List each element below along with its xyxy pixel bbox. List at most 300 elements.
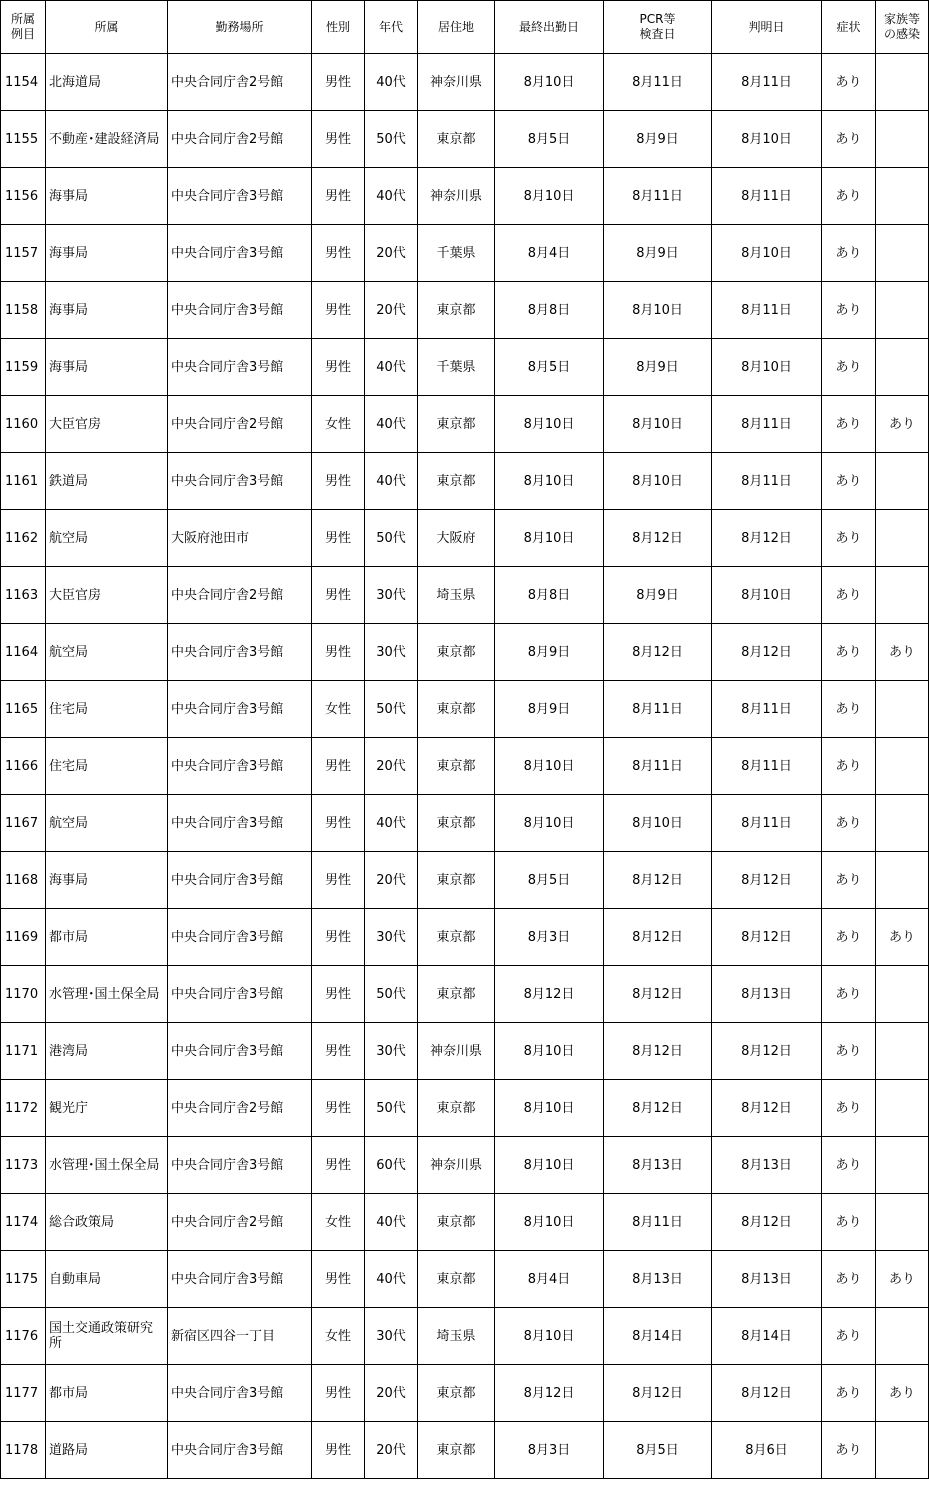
cell-office: 中央合同庁舎3号館 [168, 852, 312, 909]
cell-age: 50代 [365, 1080, 418, 1137]
cell-no: 1174 [1, 1194, 46, 1251]
cell-office: 大阪府池田市 [168, 510, 312, 567]
cell-pcr: 8月12日 [604, 1365, 712, 1422]
cell-residence: 東京都 [418, 624, 495, 681]
header-no: 所属 例目 [1, 1, 46, 54]
cell-no: 1176 [1, 1308, 46, 1365]
cell-symptom: あり [822, 1308, 876, 1365]
cell-office: 中央合同庁舎3号館 [168, 1365, 312, 1422]
cell-pcr: 8月12日 [604, 1023, 712, 1080]
cell-pcr: 8月13日 [604, 1251, 712, 1308]
cell-family [876, 1422, 929, 1479]
cell-symptom: あり [822, 453, 876, 510]
cell-age: 50代 [365, 966, 418, 1023]
table-row [1, 1080, 929, 1137]
cell-last-work: 8月10日 [495, 1023, 604, 1080]
cell-age: 40代 [365, 396, 418, 453]
cell-dept: 海事局 [46, 339, 168, 396]
cell-dept: 観光庁 [46, 1080, 168, 1137]
table-row [1, 510, 929, 567]
cell-confirmed: 8月10日 [712, 567, 822, 624]
cell-last-work: 8月9日 [495, 681, 604, 738]
cell-residence: 東京都 [418, 1365, 495, 1422]
table-row [1, 1308, 929, 1365]
cell-symptom: あり [822, 1137, 876, 1194]
cell-family [876, 1023, 929, 1080]
cell-confirmed: 8月10日 [712, 339, 822, 396]
cell-residence: 神奈川県 [418, 1137, 495, 1194]
cell-confirmed: 8月10日 [712, 111, 822, 168]
table-row [1, 909, 929, 966]
cell-confirmed: 8月11日 [712, 681, 822, 738]
table-row [1, 168, 929, 225]
cell-last-work: 8月3日 [495, 909, 604, 966]
cell-dept: 港湾局 [46, 1023, 168, 1080]
cell-office: 中央合同庁舎3号館 [168, 168, 312, 225]
table-row [1, 282, 929, 339]
cell-pcr: 8月10日 [604, 396, 712, 453]
cell-symptom: あり [822, 1194, 876, 1251]
cell-symptom: あり [822, 966, 876, 1023]
cell-no: 1173 [1, 1137, 46, 1194]
cell-age: 20代 [365, 1365, 418, 1422]
cell-confirmed: 8月12日 [712, 909, 822, 966]
cell-pcr: 8月11日 [604, 738, 712, 795]
header-last-work: 最終出勤日 [495, 1, 604, 54]
cell-residence: 東京都 [418, 453, 495, 510]
cell-age: 40代 [365, 168, 418, 225]
cell-residence: 東京都 [418, 966, 495, 1023]
cell-sex: 男性 [312, 966, 365, 1023]
cell-pcr: 8月12日 [604, 624, 712, 681]
cell-confirmed: 8月11日 [712, 795, 822, 852]
header-pcr: PCR等 検査日 [604, 1, 712, 54]
table-row [1, 795, 929, 852]
cell-no: 1160 [1, 396, 46, 453]
cell-last-work: 8月8日 [495, 282, 604, 339]
cell-no: 1157 [1, 225, 46, 282]
cell-age: 40代 [365, 453, 418, 510]
table-row [1, 54, 929, 111]
cell-residence: 千葉県 [418, 225, 495, 282]
table-row [1, 966, 929, 1023]
cell-last-work: 8月5日 [495, 852, 604, 909]
table-row [1, 111, 929, 168]
cell-pcr: 8月10日 [604, 282, 712, 339]
cell-symptom: あり [822, 738, 876, 795]
cell-confirmed: 8月14日 [712, 1308, 822, 1365]
cell-pcr: 8月5日 [604, 1422, 712, 1479]
cell-last-work: 8月10日 [495, 168, 604, 225]
header-row [1, 1, 929, 54]
cell-pcr: 8月13日 [604, 1137, 712, 1194]
cell-age: 30代 [365, 567, 418, 624]
cell-last-work: 8月9日 [495, 624, 604, 681]
cell-dept: 自動車局 [46, 1251, 168, 1308]
cell-age: 20代 [365, 282, 418, 339]
cell-age: 50代 [365, 681, 418, 738]
cell-residence: 神奈川県 [418, 168, 495, 225]
cell-last-work: 8月4日 [495, 225, 604, 282]
cell-office: 中央合同庁舎2号館 [168, 111, 312, 168]
cell-dept: 航空局 [46, 795, 168, 852]
cell-sex: 男性 [312, 54, 365, 111]
cell-age: 20代 [365, 738, 418, 795]
cell-no: 1172 [1, 1080, 46, 1137]
cell-office: 中央合同庁舎3号館 [168, 339, 312, 396]
cell-office: 中央合同庁舎3号館 [168, 1422, 312, 1479]
cell-residence: 東京都 [418, 282, 495, 339]
cell-office: 中央合同庁舎3号館 [168, 1137, 312, 1194]
cell-last-work: 8月10日 [495, 795, 604, 852]
cell-office: 中央合同庁舎2号館 [168, 1080, 312, 1137]
cell-family [876, 795, 929, 852]
cell-no: 1165 [1, 681, 46, 738]
cell-dept: 水管理･国土保全局 [46, 1137, 168, 1194]
cell-sex: 男性 [312, 909, 365, 966]
cell-office: 中央合同庁舎3号館 [168, 795, 312, 852]
cell-residence: 東京都 [418, 681, 495, 738]
cell-pcr: 8月11日 [604, 54, 712, 111]
cell-pcr: 8月11日 [604, 168, 712, 225]
cell-age: 60代 [365, 1137, 418, 1194]
cell-symptom: あり [822, 624, 876, 681]
cell-dept: 海事局 [46, 852, 168, 909]
table-row [1, 738, 929, 795]
cell-office: 中央合同庁舎3号館 [168, 453, 312, 510]
cell-no: 1171 [1, 1023, 46, 1080]
cell-symptom: あり [822, 168, 876, 225]
cell-dept: 大臣官房 [46, 396, 168, 453]
cell-confirmed: 8月13日 [712, 1251, 822, 1308]
cell-sex: 男性 [312, 795, 365, 852]
cell-dept: 海事局 [46, 225, 168, 282]
cell-age: 30代 [365, 1023, 418, 1080]
cell-dept: 道路局 [46, 1422, 168, 1479]
cell-symptom: あり [822, 510, 876, 567]
cell-confirmed: 8月12日 [712, 852, 822, 909]
cell-dept: 海事局 [46, 282, 168, 339]
cell-last-work: 8月8日 [495, 567, 604, 624]
cell-dept: 住宅局 [46, 681, 168, 738]
cell-dept: 不動産･建設経済局 [46, 111, 168, 168]
cell-confirmed: 8月10日 [712, 225, 822, 282]
cell-residence: 大阪府 [418, 510, 495, 567]
cell-last-work: 8月12日 [495, 966, 604, 1023]
cell-no: 1169 [1, 909, 46, 966]
cell-pcr: 8月9日 [604, 225, 712, 282]
cell-residence: 東京都 [418, 1194, 495, 1251]
cell-office: 中央合同庁舎3号館 [168, 909, 312, 966]
cell-residence: 神奈川県 [418, 1023, 495, 1080]
cell-sex: 男性 [312, 1023, 365, 1080]
cell-office: 中央合同庁舎2号館 [168, 54, 312, 111]
cell-family: あり [876, 396, 929, 453]
cell-symptom: あり [822, 1365, 876, 1422]
cell-no: 1168 [1, 852, 46, 909]
cell-sex: 男性 [312, 510, 365, 567]
cell-office: 中央合同庁舎2号館 [168, 396, 312, 453]
cell-sex: 女性 [312, 1308, 365, 1365]
cell-sex: 男性 [312, 738, 365, 795]
cell-family: あり [876, 1365, 929, 1422]
header-confirmed: 判明日 [712, 1, 822, 54]
table-row [1, 339, 929, 396]
cell-sex: 男性 [312, 567, 365, 624]
cell-residence: 東京都 [418, 795, 495, 852]
table-row [1, 225, 929, 282]
cell-no: 1167 [1, 795, 46, 852]
cell-dept: 総合政策局 [46, 1194, 168, 1251]
cell-age: 20代 [365, 225, 418, 282]
cell-pcr: 8月10日 [604, 453, 712, 510]
cell-residence: 東京都 [418, 1080, 495, 1137]
header-sex: 性別 [312, 1, 365, 54]
cell-no: 1166 [1, 738, 46, 795]
cell-confirmed: 8月11日 [712, 282, 822, 339]
cell-confirmed: 8月13日 [712, 1137, 822, 1194]
cell-symptom: あり [822, 54, 876, 111]
cell-age: 40代 [365, 1194, 418, 1251]
cell-family: あり [876, 624, 929, 681]
table-row [1, 567, 929, 624]
cell-sex: 男性 [312, 282, 365, 339]
cell-office: 新宿区四谷一丁目 [168, 1308, 312, 1365]
cell-dept: 国土交通政策研究所 [46, 1308, 168, 1365]
cell-sex: 男性 [312, 1137, 365, 1194]
cell-no: 1178 [1, 1422, 46, 1479]
cell-sex: 男性 [312, 111, 365, 168]
table-row [1, 1422, 929, 1479]
cell-age: 30代 [365, 909, 418, 966]
cell-no: 1158 [1, 282, 46, 339]
cell-age: 20代 [365, 1422, 418, 1479]
header-age: 年代 [365, 1, 418, 54]
cell-last-work: 8月5日 [495, 339, 604, 396]
cell-family [876, 453, 929, 510]
cell-pcr: 8月12日 [604, 909, 712, 966]
cell-dept: 航空局 [46, 624, 168, 681]
cell-age: 40代 [365, 54, 418, 111]
cell-pcr: 8月12日 [604, 510, 712, 567]
cell-residence: 東京都 [418, 909, 495, 966]
cell-last-work: 8月10日 [495, 453, 604, 510]
table-row [1, 1251, 929, 1308]
table-row [1, 453, 929, 510]
cell-sex: 男性 [312, 1365, 365, 1422]
cell-residence: 埼玉県 [418, 567, 495, 624]
cell-office: 中央合同庁舎3号館 [168, 1023, 312, 1080]
cell-no: 1159 [1, 339, 46, 396]
cell-age: 50代 [365, 510, 418, 567]
cell-family [876, 1080, 929, 1137]
cell-family [876, 567, 929, 624]
cell-dept: 水管理･国土保全局 [46, 966, 168, 1023]
cell-sex: 男性 [312, 624, 365, 681]
cell-pcr: 8月9日 [604, 567, 712, 624]
cell-dept: 大臣官房 [46, 567, 168, 624]
cell-office: 中央合同庁舎3号館 [168, 282, 312, 339]
cell-family [876, 966, 929, 1023]
cell-office: 中央合同庁舎3号館 [168, 1251, 312, 1308]
cell-age: 20代 [365, 852, 418, 909]
cell-last-work: 8月10日 [495, 1137, 604, 1194]
table-row [1, 1137, 929, 1194]
cell-symptom: あり [822, 111, 876, 168]
cell-symptom: あり [822, 1251, 876, 1308]
cell-symptom: あり [822, 909, 876, 966]
cell-sex: 男性 [312, 1080, 365, 1137]
table-row [1, 1023, 929, 1080]
cell-pcr: 8月12日 [604, 852, 712, 909]
cell-residence: 東京都 [418, 111, 495, 168]
cell-office: 中央合同庁舎3号館 [168, 681, 312, 738]
cell-residence: 東京都 [418, 396, 495, 453]
cell-sex: 男性 [312, 225, 365, 282]
cell-pcr: 8月14日 [604, 1308, 712, 1365]
table-row [1, 396, 929, 453]
table-row [1, 1365, 929, 1422]
cell-no: 1170 [1, 966, 46, 1023]
cell-family [876, 681, 929, 738]
cell-symptom: あり [822, 681, 876, 738]
cell-sex: 女性 [312, 681, 365, 738]
cell-last-work: 8月10日 [495, 396, 604, 453]
cell-last-work: 8月10日 [495, 510, 604, 567]
cell-sex: 男性 [312, 339, 365, 396]
cell-office: 中央合同庁舎3号館 [168, 225, 312, 282]
cell-pcr: 8月11日 [604, 681, 712, 738]
cell-age: 40代 [365, 795, 418, 852]
cell-last-work: 8月5日 [495, 111, 604, 168]
table-row [1, 1194, 929, 1251]
cell-family [876, 111, 929, 168]
cell-residence: 東京都 [418, 852, 495, 909]
table-row [1, 624, 929, 681]
cell-confirmed: 8月12日 [712, 510, 822, 567]
cell-last-work: 8月10日 [495, 1194, 604, 1251]
cell-dept: 住宅局 [46, 738, 168, 795]
cell-family [876, 738, 929, 795]
cell-age: 50代 [365, 111, 418, 168]
cell-no: 1161 [1, 453, 46, 510]
cell-dept: 都市局 [46, 909, 168, 966]
header-family: 家族等 の感染 [876, 1, 929, 54]
cell-office: 中央合同庁舎2号館 [168, 1194, 312, 1251]
cell-last-work: 8月4日 [495, 1251, 604, 1308]
cell-family: あり [876, 1251, 929, 1308]
cell-no: 1154 [1, 54, 46, 111]
cell-confirmed: 8月12日 [712, 1080, 822, 1137]
cell-family: あり [876, 909, 929, 966]
cell-dept: 航空局 [46, 510, 168, 567]
cell-symptom: あり [822, 795, 876, 852]
cell-confirmed: 8月11日 [712, 396, 822, 453]
cell-symptom: あり [822, 396, 876, 453]
header-residence: 居住地 [418, 1, 495, 54]
cell-age: 30代 [365, 624, 418, 681]
cell-last-work: 8月10日 [495, 1308, 604, 1365]
cell-family [876, 1308, 929, 1365]
cell-family [876, 852, 929, 909]
cell-residence: 神奈川県 [418, 54, 495, 111]
cell-family [876, 1194, 929, 1251]
cell-residence: 埼玉県 [418, 1308, 495, 1365]
header-dept: 所属 [46, 1, 168, 54]
cell-office: 中央合同庁舎3号館 [168, 738, 312, 795]
cell-residence: 千葉県 [418, 339, 495, 396]
cell-confirmed: 8月11日 [712, 54, 822, 111]
cell-last-work: 8月10日 [495, 54, 604, 111]
cell-residence: 東京都 [418, 738, 495, 795]
cell-age: 30代 [365, 1308, 418, 1365]
cell-pcr: 8月11日 [604, 1194, 712, 1251]
cell-pcr: 8月12日 [604, 1080, 712, 1137]
cell-pcr: 8月9日 [604, 111, 712, 168]
table-row [1, 681, 929, 738]
cell-symptom: あり [822, 1422, 876, 1479]
cell-pcr: 8月10日 [604, 795, 712, 852]
cell-no: 1162 [1, 510, 46, 567]
cell-symptom: あり [822, 1080, 876, 1137]
cell-sex: 男性 [312, 453, 365, 510]
cell-last-work: 8月3日 [495, 1422, 604, 1479]
cell-family [876, 339, 929, 396]
cell-age: 40代 [365, 1251, 418, 1308]
cell-confirmed: 8月11日 [712, 453, 822, 510]
cell-no: 1175 [1, 1251, 46, 1308]
cell-dept: 北海道局 [46, 54, 168, 111]
cell-no: 1177 [1, 1365, 46, 1422]
cell-symptom: あり [822, 1023, 876, 1080]
cell-dept: 海事局 [46, 168, 168, 225]
cell-sex: 男性 [312, 1422, 365, 1479]
cell-last-work: 8月10日 [495, 738, 604, 795]
header-symptom: 症状 [822, 1, 876, 54]
cell-confirmed: 8月11日 [712, 738, 822, 795]
cell-office: 中央合同庁舎2号館 [168, 567, 312, 624]
cell-dept: 都市局 [46, 1365, 168, 1422]
cell-residence: 東京都 [418, 1251, 495, 1308]
cell-confirmed: 8月12日 [712, 1194, 822, 1251]
cell-sex: 女性 [312, 1194, 365, 1251]
cell-last-work: 8月10日 [495, 1080, 604, 1137]
cell-family [876, 1137, 929, 1194]
cell-no: 1164 [1, 624, 46, 681]
cell-family [876, 54, 929, 111]
cell-symptom: あり [822, 225, 876, 282]
cell-confirmed: 8月6日 [712, 1422, 822, 1479]
cell-family [876, 168, 929, 225]
cell-confirmed: 8月12日 [712, 1365, 822, 1422]
cell-no: 1156 [1, 168, 46, 225]
cell-age: 40代 [365, 339, 418, 396]
cell-pcr: 8月9日 [604, 339, 712, 396]
cell-symptom: あり [822, 567, 876, 624]
cell-family [876, 225, 929, 282]
cell-no: 1155 [1, 111, 46, 168]
cell-confirmed: 8月11日 [712, 168, 822, 225]
cell-symptom: あり [822, 339, 876, 396]
table-row [1, 852, 929, 909]
cell-dept: 鉄道局 [46, 453, 168, 510]
cell-symptom: あり [822, 852, 876, 909]
cell-sex: 女性 [312, 396, 365, 453]
cell-family [876, 510, 929, 567]
header-office: 勤務場所 [168, 1, 312, 54]
cell-sex: 男性 [312, 168, 365, 225]
cell-confirmed: 8月12日 [712, 624, 822, 681]
